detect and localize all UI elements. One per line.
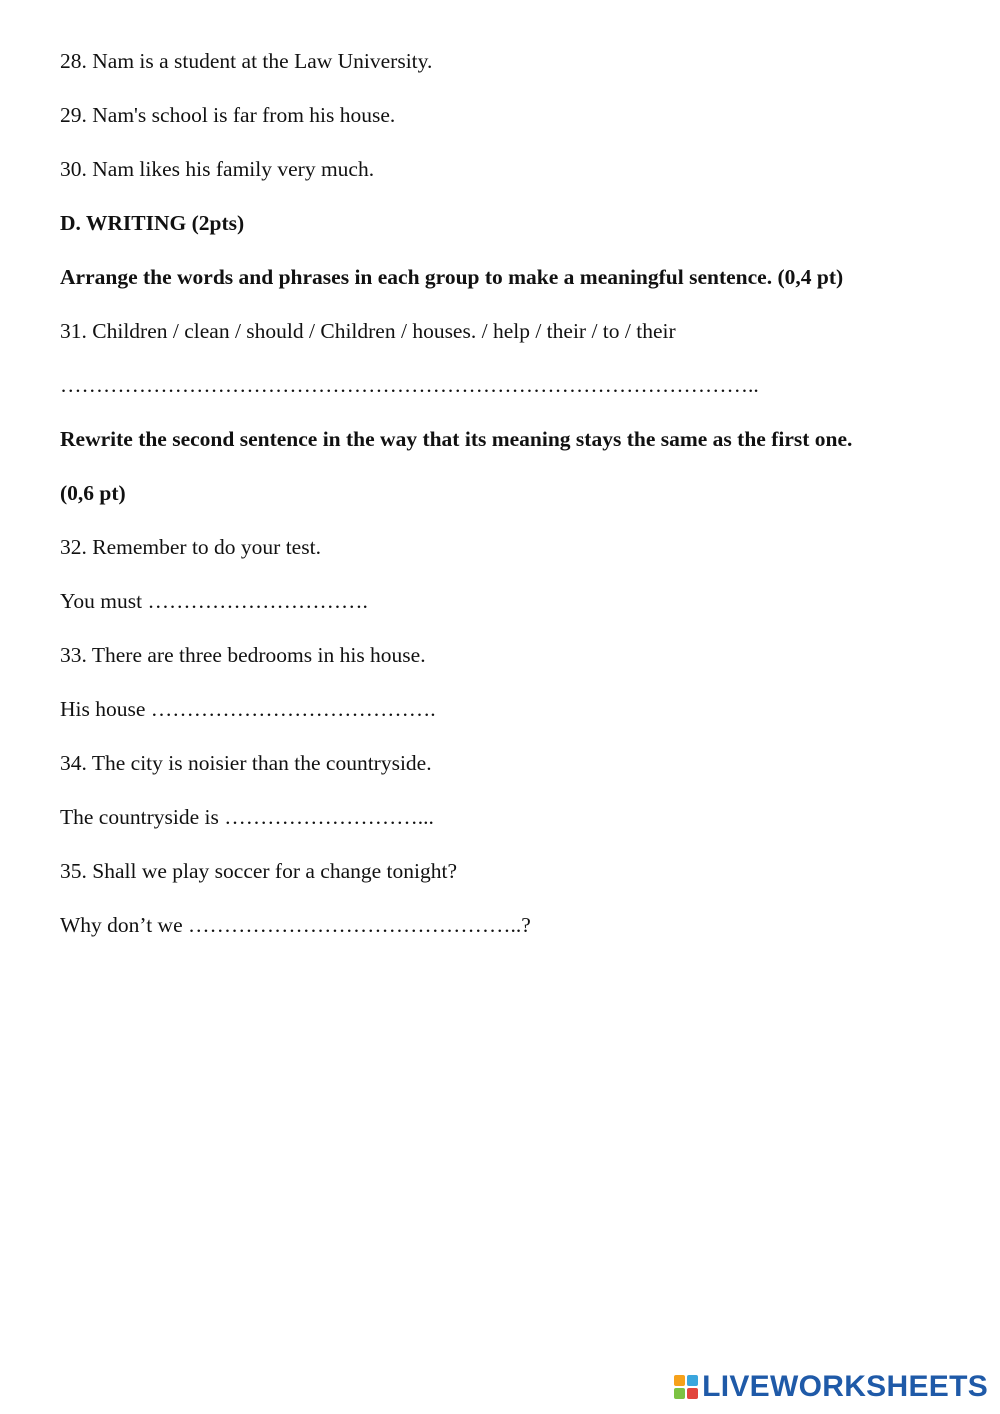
rewrite-instruction: Rewrite the second sentence in the way that its meaning stays the same as the first one. — [60, 427, 853, 451]
section-heading-writing: D. WRITING (2pts) — [60, 211, 245, 235]
logo-square-1 — [674, 1375, 685, 1386]
rewrite-points: (0,6 pt) — [60, 481, 126, 505]
question-34-prompt: 34. The city is noisier than the countryside. — [60, 751, 432, 775]
question-31-answer-field[interactable]: …………………………………………………………………………………….. — [60, 373, 759, 397]
logo-square-4 — [687, 1388, 698, 1399]
question-34-answer-field[interactable]: The countryside is ………………………... — [60, 805, 434, 829]
liveworksheets-logo — [674, 1370, 988, 1404]
question-35-prompt: 35. Shall we play soccer for a change tonight? — [60, 859, 458, 883]
logo-square-2 — [687, 1375, 698, 1386]
question-28: 28. Nam is a student at the Law University. — [60, 49, 433, 73]
liveworksheets-logo-text: LIVEWORKSHEETS — [702, 1370, 988, 1403]
logo-square-3 — [674, 1388, 685, 1399]
question-33-answer-field[interactable]: His house …………………………………. — [60, 697, 436, 721]
question-32-prompt: 32. Remember to do your test. — [60, 535, 321, 559]
question-33-prompt: 33. There are three bedrooms in his house. — [60, 643, 426, 667]
liveworksheets-logo-icon — [674, 1375, 698, 1399]
question-31-prompt: 31. Children / clean / should / Children / houses. / help / their / to / their — [60, 319, 676, 343]
question-30: 30. Nam likes his family very much. — [60, 157, 375, 181]
arrange-instruction: Arrange the words and phrases in each group to make a meaningful sentence. (0,4 pt) — [60, 265, 844, 289]
question-29: 29. Nam's school is far from his house. — [60, 103, 396, 127]
question-32-answer-field[interactable]: You must …………………………. — [60, 589, 368, 613]
question-35-answer-field[interactable]: Why don’t we ………………………………………..? — [60, 913, 531, 937]
